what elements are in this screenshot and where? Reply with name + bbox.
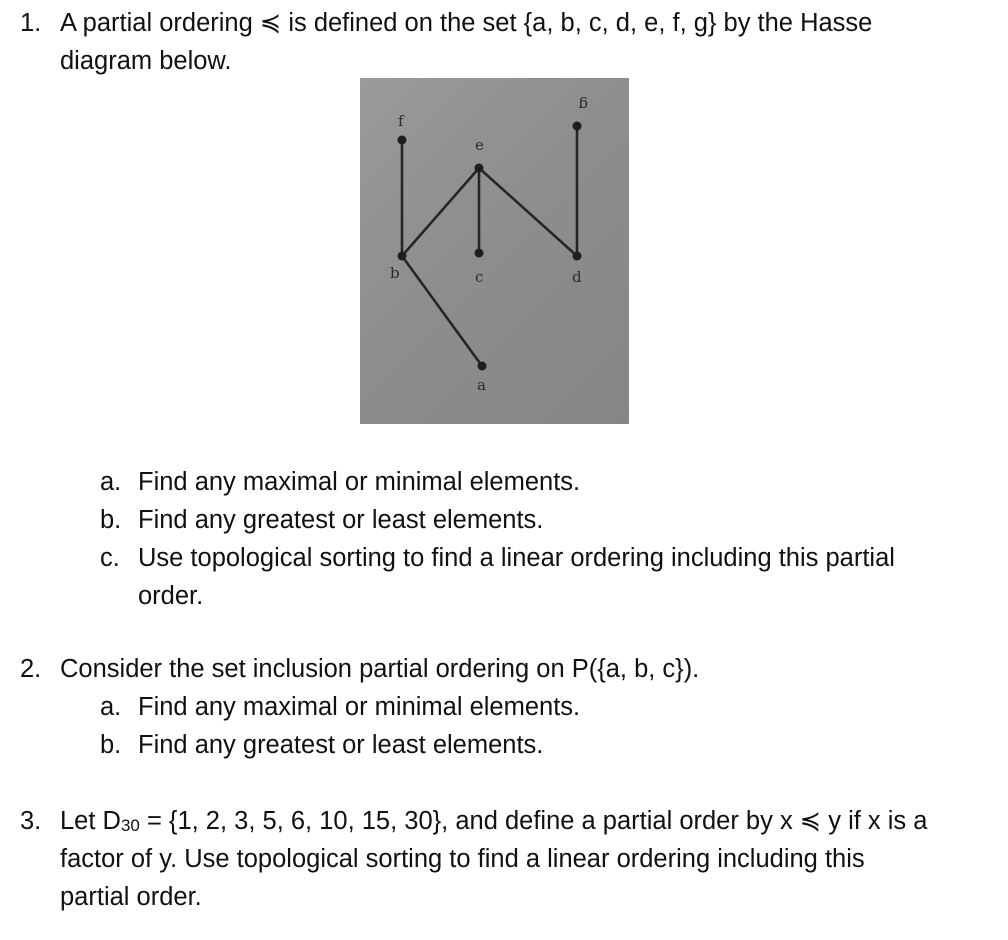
problem-2-part-b-label: b.: [100, 731, 122, 759]
node-d: [573, 252, 582, 261]
problem-3-line-1-suffix: = {1, 2, 3, 5, 6, 10, 15, 30}, and define a partial order by x ≼ y if x is a: [139, 807, 928, 835]
problem-2-part-a-label: a.: [100, 693, 122, 721]
node-label-c: c: [475, 268, 484, 286]
node-g: [573, 122, 582, 131]
edge-b-e: [402, 168, 479, 256]
problem-1-part-a-text: Find any maximal or minimal elements.: [138, 468, 581, 496]
hasse-diagram-photo: [360, 78, 629, 424]
node-label-f: f: [398, 112, 404, 130]
problem-1-line-1: A partial ordering ≼ is defined on the set {a, b, c, d, e, f, g} by the Hasse: [60, 9, 873, 37]
problem-1-part-c-line-1: Use topological sorting to find a linear ordering including this partial: [138, 544, 895, 572]
problem-3-line-2: factor of y. Use topological sorting to find a linear ordering including this: [60, 845, 865, 873]
problem-1-number: 1.: [20, 9, 42, 37]
problem-3-line-1: [60, 802, 927, 843]
problem-1-line-2: diagram below.: [60, 47, 232, 75]
problem-1-part-a-label: a.: [100, 468, 122, 496]
problem-3-number: 3.: [20, 807, 42, 835]
problem-1-part-b-label: b.: [100, 506, 122, 534]
edge-a-b: [402, 256, 482, 366]
node-label-b: b: [390, 264, 400, 282]
problem-2-part-a-text: Find any maximal or minimal elements.: [138, 693, 581, 721]
problem-3-line-3: partial order.: [60, 883, 202, 911]
problem-1-part-c-label: c.: [100, 544, 120, 572]
edge-d-e: [479, 168, 577, 256]
node-c: [475, 249, 484, 258]
node-label-g: g: [578, 96, 588, 114]
node-f: [398, 136, 407, 145]
problem-1-part-b-text: Find any greatest or least elements.: [138, 506, 544, 534]
problem-2-part-b-text: Find any greatest or least elements.: [138, 731, 544, 759]
hasse-diagram: [360, 78, 629, 424]
node-label-e: e: [475, 136, 484, 154]
problem-2-line-1: Consider the set inclusion partial ordering on P({a, b, c}).: [60, 655, 700, 683]
node-b: [398, 252, 407, 261]
node-e: [475, 164, 484, 173]
problem-1-part-c-line-2: order.: [138, 582, 204, 610]
problem-2-number: 2.: [20, 655, 42, 683]
problem-3-line-1-prefix: Let D: [60, 807, 121, 835]
node-label-a: a: [477, 376, 486, 394]
node-label-d: d: [572, 268, 582, 286]
node-a: [478, 362, 487, 371]
problem-3-line-1-subscript: 30: [120, 816, 140, 835]
